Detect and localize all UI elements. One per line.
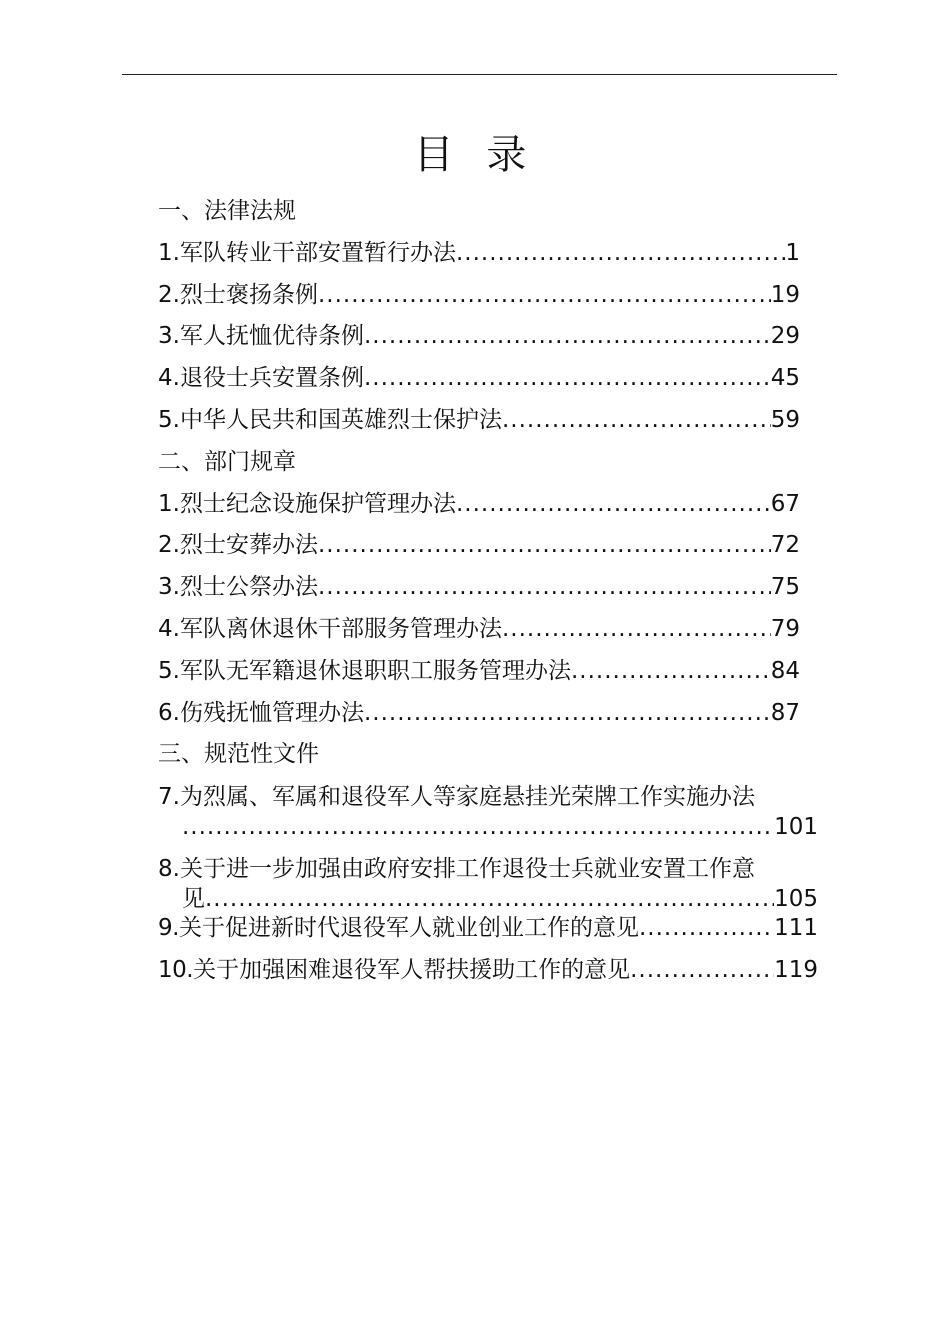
toc-entry[interactable] [158, 950, 818, 992]
toc-entry-title-continued: 见 [182, 886, 205, 913]
toc-entry[interactable] [158, 525, 818, 567]
toc-entry-number: 5. [158, 657, 180, 684]
toc-entry-number: 6. [158, 699, 180, 726]
toc-entry-page: 72 [770, 532, 800, 559]
toc-entry[interactable] [158, 782, 818, 854]
dot-leader [182, 812, 774, 842]
toc-entry-title: 烈士纪念设施保护管理办法 [179, 490, 456, 517]
toc-entry-number: 4. [158, 365, 180, 392]
toc-entry-page: 87 [770, 699, 800, 726]
dot-leader [456, 484, 771, 526]
toc-entry-title: 烈士褒扬条例 [179, 281, 318, 308]
toc-entry-page: 101 [774, 814, 818, 841]
toc-entry-page: 67 [770, 490, 800, 517]
toc-entry-number: 2. [158, 281, 180, 308]
toc-entry-page: 19 [770, 281, 800, 308]
toc-entry[interactable] [158, 651, 818, 693]
toc-entry-page: 111 [774, 915, 818, 942]
toc-entry-number: 8. [158, 856, 180, 883]
dot-leader [364, 358, 771, 400]
section-heading-normative-documents: 三、规范性文件 [158, 741, 319, 768]
toc-entry-page: 59 [770, 406, 800, 433]
toc-entry-page: 75 [770, 574, 800, 601]
toc-entry-page: 119 [774, 956, 818, 983]
header-rule [122, 74, 837, 75]
dot-leader [456, 233, 785, 275]
toc-entry-title: 烈士安葬办法 [179, 532, 318, 559]
toc-entry[interactable] [158, 316, 818, 358]
dot-leader [639, 908, 774, 950]
toc-entry-number: 1. [158, 239, 180, 266]
toc-entry[interactable] [158, 358, 818, 400]
toc-entry[interactable] [158, 693, 818, 735]
toc-entry-title: 军人抚恤优待条例 [179, 323, 364, 350]
toc-entry-number: 7. [158, 784, 180, 811]
toc-entry[interactable] [158, 484, 818, 526]
toc-entry-number: 1. [158, 490, 180, 517]
dot-leader [318, 275, 771, 317]
dot-leader [502, 400, 771, 442]
toc-entry[interactable] [158, 567, 818, 609]
toc-entry-title: 退役士兵安置条例 [179, 365, 364, 392]
toc-entry-title: 关于加强困难退役军人帮扶援助工作的意见 [193, 956, 631, 983]
toc-entry-number: 10. [158, 956, 194, 983]
toc-entry-page: 1 [785, 239, 800, 266]
toc-entry-title: 关于促进新时代退役军人就业创业工作的意见 [178, 915, 639, 942]
toc-entry-title: 军队转业干部安置暂行办法 [179, 239, 456, 266]
toc-entry-number: 5. [158, 406, 180, 433]
toc-entry-page: 79 [770, 615, 800, 642]
toc-entry-title: 军队无军籍退休退职职工服务管理办法 [179, 657, 571, 684]
toc-entry-number: 3. [158, 323, 180, 350]
dot-leader [318, 567, 771, 609]
page-title: 目 录 [413, 132, 537, 178]
toc-entry[interactable] [158, 609, 818, 651]
toc-entry-page: 29 [770, 323, 800, 350]
toc-entry[interactable] [158, 854, 818, 914]
table-of-contents [158, 191, 818, 992]
section-heading-laws: 一、法律法规 [158, 198, 296, 224]
toc-entry-title: 烈士公祭办法 [179, 574, 318, 601]
toc-entry-title: 军队离休退休干部服务管理办法 [179, 615, 502, 642]
dot-leader [364, 316, 771, 358]
toc-entry-number: 2. [158, 532, 180, 559]
dot-leader [502, 609, 771, 651]
toc-entry-title: 为烈属、军属和退役军人等家庭悬挂光荣牌工作实施办法 [179, 784, 755, 811]
toc-entry[interactable] [158, 908, 818, 950]
toc-entry-title: 伤残抚恤管理办法 [179, 699, 364, 726]
dot-leader [318, 525, 771, 567]
toc-entry[interactable] [158, 233, 818, 275]
toc-entry-number: 3. [158, 574, 180, 601]
toc-entry-page: 45 [770, 365, 800, 392]
toc-entry-number: 9. [158, 915, 179, 942]
toc-entry-number: 4. [158, 615, 180, 642]
toc-entry[interactable] [158, 400, 818, 442]
toc-entry-page: 105 [774, 886, 818, 913]
section-heading-regulations: 二、部门规章 [158, 448, 296, 475]
toc-entry-title: 中华人民共和国英雄烈士保护法 [179, 406, 502, 433]
dot-leader [630, 950, 774, 992]
toc-entry-title: 关于进一步加强由政府安排工作退役士兵就业安置工作意 [179, 856, 755, 883]
dot-leader [571, 651, 771, 693]
toc-entry-page: 84 [770, 657, 800, 684]
toc-entry[interactable] [158, 275, 818, 317]
dot-leader [364, 693, 771, 735]
